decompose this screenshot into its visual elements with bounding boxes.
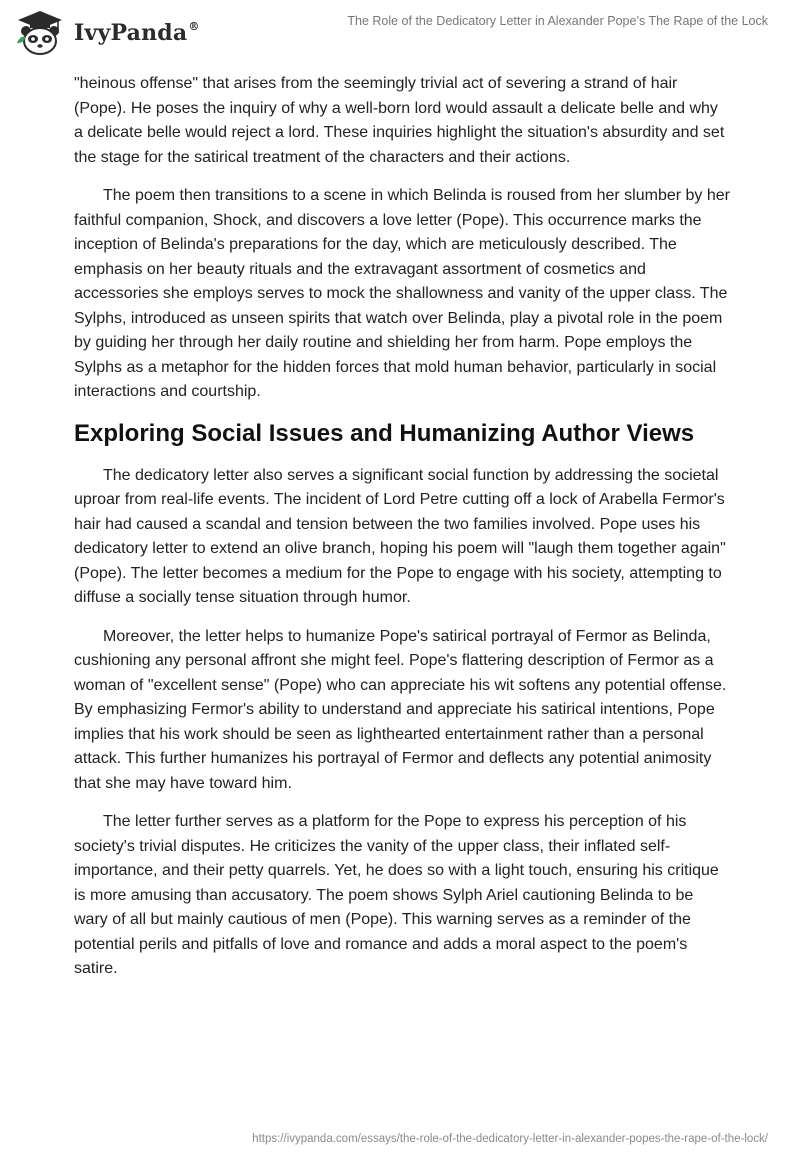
- section-heading: Exploring Social Issues and Humanizing Author Views: [74, 419, 695, 447]
- paragraph: The poem then transitions to a scene in which Belinda is roused from her slumber by her faithful companion, Shock, and discovers a love letter (Pope). This occurrence marks the inception of Belinda's preparations for the day, which are meticulously described. The emphasis on her beauty rituals and the extravagant assortment of cosmetics and accessories she employs serves to mock the shallowness and vanity of the upper class. The Sylphs, introduced as unseen spirits that watch over Belinda, play a pivotal role in the poem by guiding her through her daily routine and shielding her from harm. Pope employs the Sylphs as a metaphor for the hidden forces that mold human behavior, particularly in social interactions and courtship.: [74, 187, 730, 400]
- brand-logo[interactable]: [14, 8, 200, 58]
- paragraph: The dedicatory letter also serves a significant social function by addressing the societal uproar from real-life events. The incident of Lord Petre cutting off a lock of Arabella Fermor's hair had caused a scandal and tension between the two families involved. Pope uses his dedicatory letter to extend an olive branch, hoping his poem will "laugh them together again" (Pope). The letter becomes a medium for the Pope to engage with his society, attempting to diffuse a socially tense situation through humor.: [74, 466, 726, 606]
- brand-name: IvyPanda®: [74, 20, 200, 46]
- page-header: [0, 0, 800, 70]
- panda-graduate-logo-icon: [14, 9, 66, 57]
- paragraph: Moreover, the letter helps to humanize Pope's satirical portrayal of Fermor as Belinda, cushioning any personal affront she might feel. Pope's flattering description of Fermor as a woman of "excellent sense" (Pope) who can appreciate his wit softens any potential offense. By emphasizing Fermor's ability to understand and appreciate his satirical intentions, Pope implies that his work should be seen as lighthearted entertainment rather than a personal attack. This further humanizes his portrayal of Fermor and deflects any potential animosity that she may have toward him.: [74, 627, 727, 792]
- paragraph: "heinous offense" that arises from the seemingly trivial act of severing a strand of hair (Pope). He poses the inquiry of why a well-born lord would assault a delicate belle and why a delicate belle would reject a lord. These inquiries highlight the situation's absurdity and set the stage for the satirical treatment of the characters and their actions.: [74, 75, 725, 166]
- paragraph: The letter further serves as a platform for the Pope to express his perception of his society's trivial disputes. He criticizes the vanity of the upper class, their inflated self-importance, and their petty quarrels. Yet, he does so with a light touch, ensuring his critique is more amusing than accusatory. The poem shows Sylph Ariel cautioning Belinda to be wary of all but mainly cautious of men (Pope). This warning serves as a reminder of the potential perils and pitfalls of love and romance and adds a moral aspect to the poem's satire.: [74, 813, 719, 977]
- essay-body: [74, 72, 730, 996]
- document-title: The Role of the Dedicatory Letter in Alexander Pope’s The Rape of the Lock: [347, 14, 768, 28]
- source-url-link[interactable]: https://ivypanda.com/essays/the-role-of-the-dedicatory-letter-in-alexander-popes-the-rape-of-the-lock/: [252, 1133, 768, 1145]
